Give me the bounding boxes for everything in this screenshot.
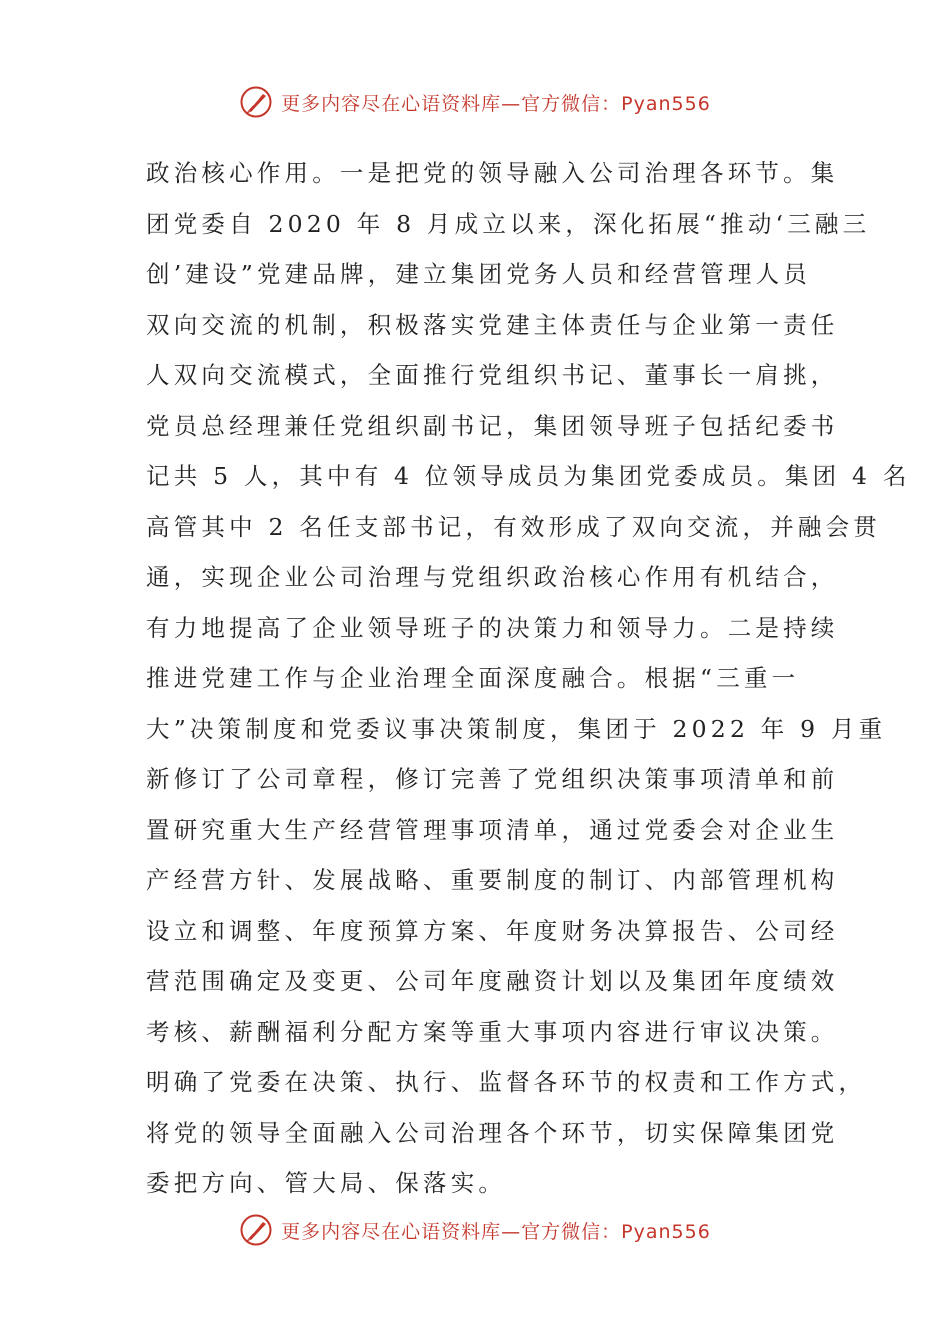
body-line: 双向交流的机制，积极落实党建主体责任与企业第一责任 [146,310,839,339]
header-banner-text: 更多内容尽在心语资料库—官方微信：Pyan556 [281,92,711,115]
body-line: 营范围确定及变更、公司年度融资计划以及集团年度绩效 [146,967,839,995]
body-line: 高管其中 2 名任支部书记，有效形成了双向交流，并融会贯 [146,512,881,541]
body-line: 党员总经理兼任党组织副书记，集团领导班子包括纪委书 [146,411,839,440]
body-line: 设立和调整、年度预算方案、年度财务决算报告、公司经 [146,916,839,945]
footer-banner [0,1210,950,1250]
body-line: 人双向交流模式，全面推行党组织书记、董事长一肩挑， [146,361,839,389]
quill-pen-logo-icon [239,1213,273,1247]
body-line: 大”决策制度和党委议事决策制度，集团于 2022 年 9 月重 [146,714,887,743]
body-line: 委把方向、管大局、保落实。 [146,1169,507,1197]
body-line: 创’建设”党建品牌，建立集团党务人员和经营管理人员 [146,260,811,288]
body-line: 产经营方针、发展战略、重要制度的制订、内部管理机构 [146,866,839,894]
header-banner [0,82,950,122]
body-line: 团党委自 2020 年 8 月成立以来，深化拓展“推动‘三融三 [146,209,871,238]
body-line: 新修订了公司章程，修订完善了党组织决策事项清单和前 [146,765,839,793]
body-line: 政治核心作用。一是把党的领导融入公司治理各环节。集 [146,159,839,187]
body-line: 置研究重大生产经营管理事项清单，通过党委会对企业生 [146,815,839,844]
document-body [146,148,911,1209]
body-line: 将党的领导全面融入公司治理各个环节，切实保障集团党 [146,1118,839,1147]
quill-pen-logo-icon [239,85,273,119]
body-line: 明确了党委在决策、执行、监督各环节的权责和工作方式， [146,1068,867,1096]
body-line: 有力地提高了企业领导班子的决策力和领导力。二是持续 [146,613,839,642]
body-line: 通，实现企业公司治理与党组织政治核心作用有机结合， [146,563,839,591]
body-line: 记共 5 人，其中有 4 位领导成员为集团党委成员。集团 4 名 [146,462,911,490]
footer-banner-text: 更多内容尽在心语资料库—官方微信：Pyan556 [281,1220,711,1243]
body-line: 考核、薪酬福利分配方案等重大事项内容进行审议决策。 [146,1017,839,1046]
body-line: 推进党建工作与企业治理全面深度融合。根据“三重一 [146,664,800,692]
